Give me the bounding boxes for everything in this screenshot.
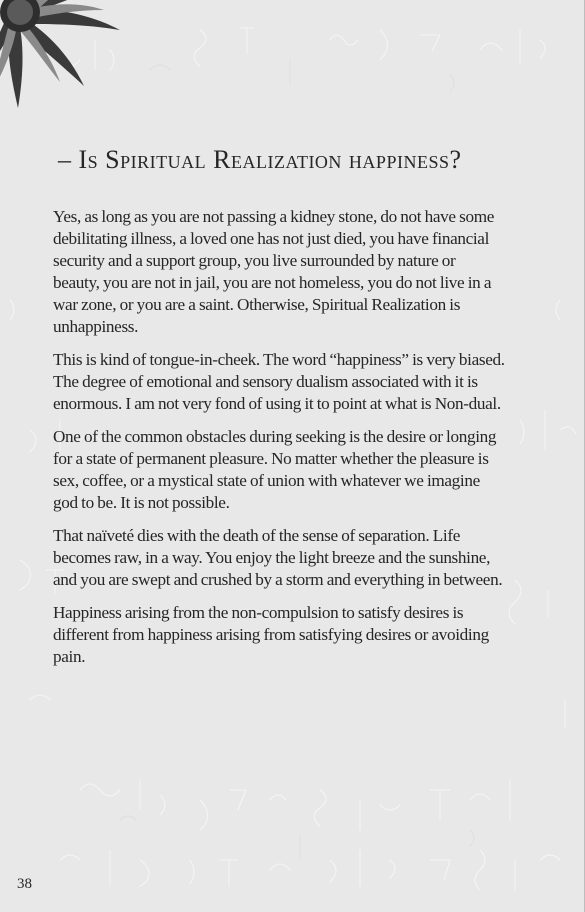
paragraph-3: One of the common obstacles during seeking is the desire or longing for a state of permanent pleasure. No matter whether the pleasure is sex, coffee, or a mystical state of union with whatever we imagine god to be. It is not possible. [53, 427, 497, 512]
sun-ornament-icon [0, 0, 120, 112]
chapter-title: – Is Spiritual Realization happiness? [58, 145, 462, 174]
paragraph-2: This is kind of tongue-in-cheek. The word “happiness” is very biased. The degree of emotional and sensory dualism associated with it is enormous. I am not very fond of using it to point at what is Non-dual. [53, 350, 505, 413]
paragraph-1: Yes, as long as you are not passing a kidney stone, do not have some debilitating illness, a loved one has not just died, you have financial security and a support group, you live surrounded by nature or beauty, you are not in jail, you are not homeless, you do not live in a war zone, or you are a saint. Otherwise, Spiritual Realization is unhappiness. [53, 207, 494, 336]
paragraph-4: That naïveté dies with the death of the sense of separation. Life becomes raw, in a way. You enjoy the light breeze and the sunshine, and you are swept and crushed by a storm and everything in between. [53, 526, 503, 589]
body-text [53, 206, 505, 679]
paragraph-5: Happiness arising from the non-compulsion to satisfy desires is different from happiness arising from satisfying desires or avoiding pain. [53, 603, 489, 666]
page-number: 38 [17, 876, 32, 892]
